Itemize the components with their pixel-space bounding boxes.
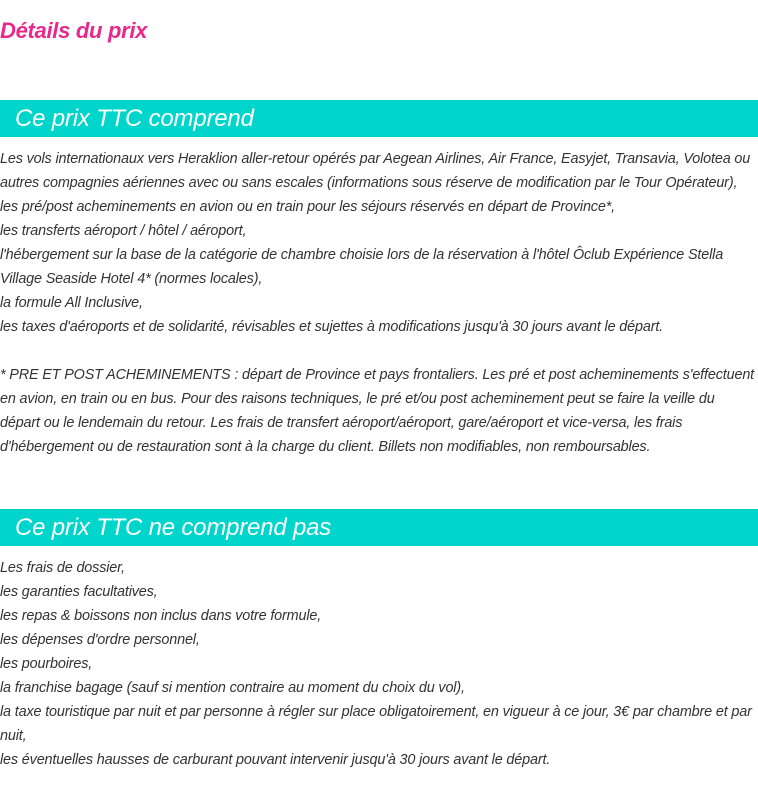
- included-list: [0, 147, 758, 339]
- list-item: Les frais de dossier,: [0, 560, 125, 576]
- included-section-header: Ce prix TTC comprend: [0, 100, 758, 137]
- list-item: la formule All Inclusive,: [0, 295, 143, 311]
- list-item: les repas & boissons non inclus dans votre formule,: [0, 608, 322, 624]
- list-item: les pré/post acheminements en avion ou en train pour les séjours réservés en départ de Province*,: [0, 199, 615, 215]
- list-item: la franchise bagage (sauf si mention contraire au moment du choix du vol),: [0, 680, 465, 696]
- list-item: la taxe touristique par nuit et par personne à régler sur place obligatoirement, en vigueur à ce jour, 3€ par chambre et par nuit,: [0, 704, 752, 744]
- list-item: les dépenses d'ordre personnel,: [0, 632, 200, 648]
- list-item: les transferts aéroport / hôtel / aéroport,: [0, 223, 247, 239]
- list-item: les pourboires,: [0, 656, 93, 672]
- page-title: Détails du prix: [0, 18, 148, 43]
- excluded-section-header: Ce prix TTC ne comprend pas: [0, 509, 758, 546]
- list-item: les taxes d'aéroports et de solidarité, révisables et sujettes à modifications jusqu'à 30 jours avant le départ.: [0, 319, 664, 335]
- list-item: l'hébergement sur la base de la catégorie de chambre choisie lors de la réservation à l'hôtel Ôclub Expérience Stella Village Seaside Hotel 4* (normes locales),: [0, 247, 724, 287]
- list-item: les éventuelles hausses de carburant pouvant intervenir jusqu'à 30 jours avant le départ.: [0, 752, 551, 768]
- excluded-list: [0, 556, 758, 772]
- list-item: les garanties facultatives,: [0, 584, 158, 600]
- transfer-note: * PRE ET POST ACHEMINEMENTS : départ de Province et pays frontaliers. Les pré et post acheminements s'effectuent en avion, en train ou en bus. Pour des raisons techniques, le pré et/ou post acheminement peut se faire la veille du départ ou le lendemain du retour. Les frais de transfert aéroport/aéroport, gare/aéroport et vice-versa, les frais d'hébergement ou de restauration sont à la charge du client. Billets non modifiables, non remboursables.: [0, 367, 755, 455]
- list-item: Les vols internationaux vers Heraklion aller-retour opérés par Aegean Airlines, Air France, Easyjet, Transavia, Volotea ou autres compagnies aériennes avec ou sans escales (informations sous réserve de modification par le Tour Opérateur),: [0, 151, 751, 191]
